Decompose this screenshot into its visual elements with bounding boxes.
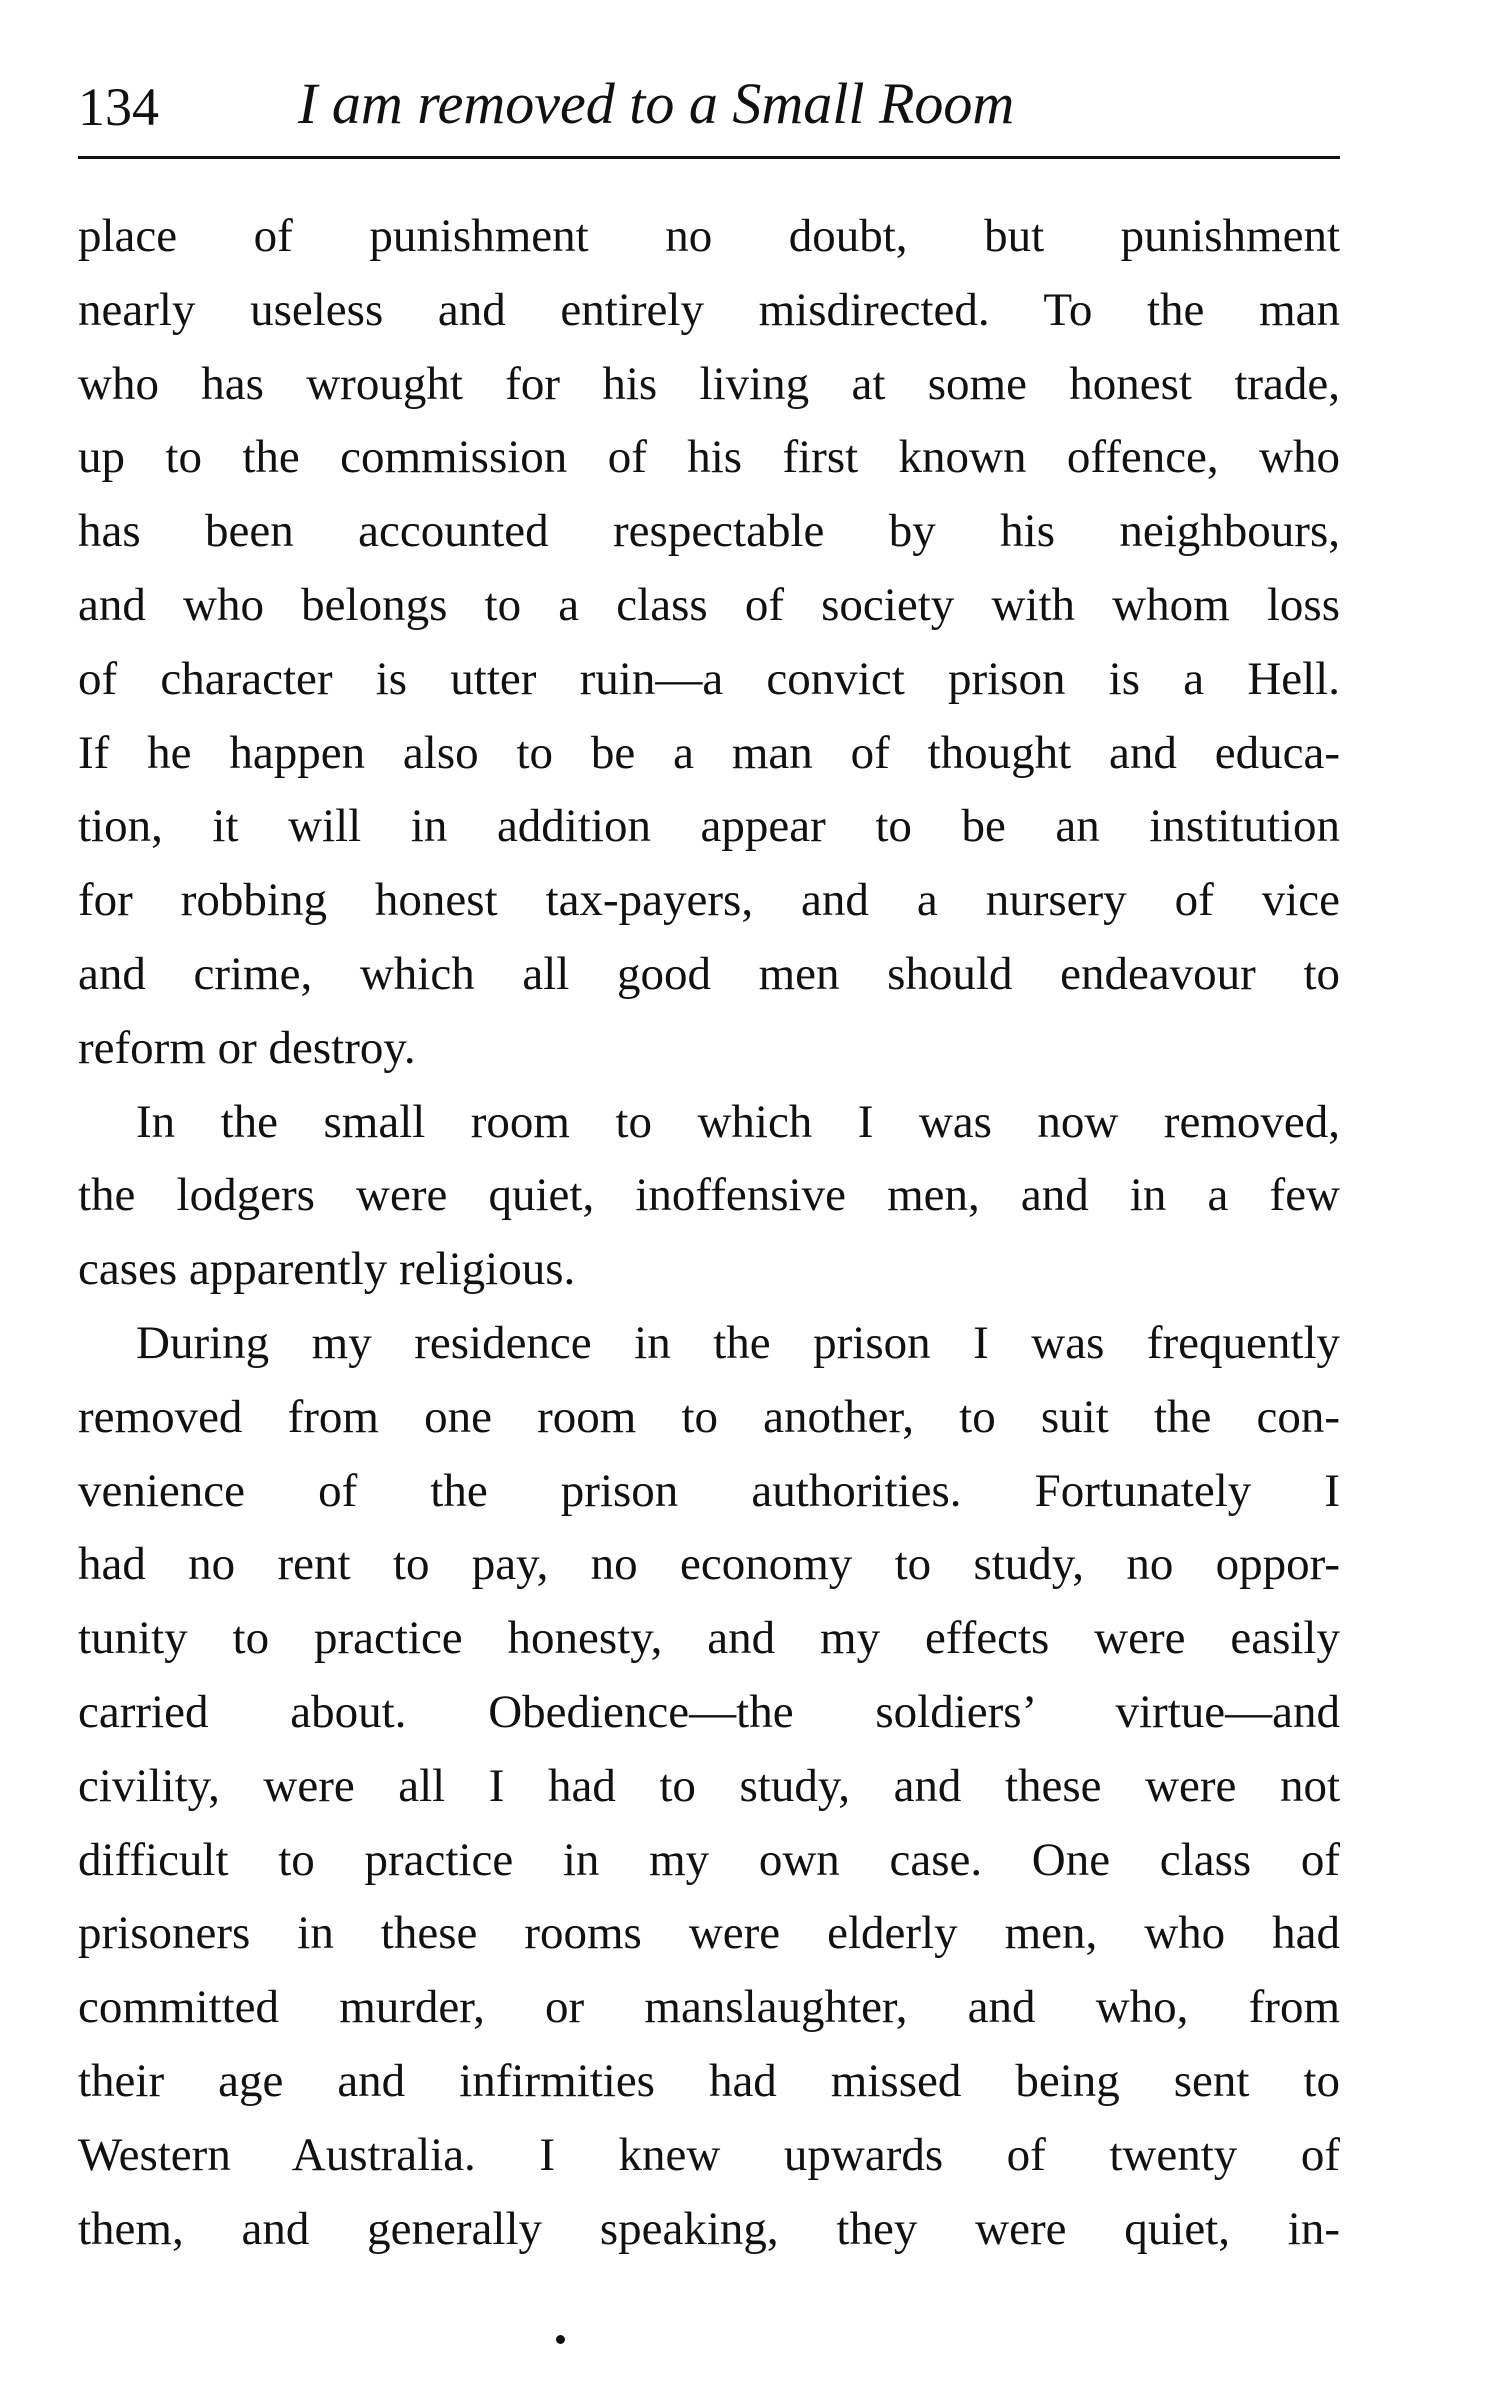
text-line: reform or destroy. <box>78 1021 416 1074</box>
text-line: who has wrought for his living at some honest trade, <box>78 357 1340 410</box>
text-line: In the small room to which I was now removed, <box>136 1095 1340 1148</box>
text-line: their age and infirmities had missed being sent to <box>78 2054 1340 2107</box>
page-number: 134 <box>78 77 159 137</box>
text-line: tion, it will in addition appear to be an institution <box>78 800 1340 853</box>
text-line: and crime, which all good men should endeavour to <box>78 947 1340 1000</box>
header-rule <box>78 156 1340 159</box>
paragraph-1 <box>78 200 1340 1086</box>
text-line: place of punishment no doubt, but punishment <box>78 210 1340 262</box>
body-text <box>78 200 1340 2266</box>
text-line: civility, were all I had to study, and these were not <box>78 1759 1340 1812</box>
text-line: had no rent to pay, no economy to study, no oppor- <box>78 1538 1340 1591</box>
text-line: During my residence in the prison I was frequently <box>136 1316 1340 1369</box>
paragraph-2 <box>78 1086 1340 1307</box>
text-line: and who belongs to a class of society with whom loss <box>78 578 1340 631</box>
text-line: the lodgers were quiet, inoffensive men, and in a few <box>78 1169 1340 1222</box>
text-line: cases apparently religious. <box>78 1243 576 1296</box>
text-line: If he happen also to be a man of thought and educa- <box>78 726 1340 779</box>
text-line: them, and generally speaking, they were quiet, in- <box>78 2202 1340 2255</box>
text-line: committed murder, or manslaughter, and who, from <box>78 1981 1340 2034</box>
text-line: difficult to practice in my own case. One class of <box>78 1833 1340 1886</box>
text-line: has been accounted respectable by his neighbours, <box>78 505 1340 558</box>
text-line: up to the commission of his first known offence, who <box>78 431 1340 484</box>
paragraph-3 <box>78 1307 1340 2266</box>
text-line: tunity to practice honesty, and my effects were easily <box>78 1612 1340 1665</box>
running-title: I am removed to a Small Room <box>298 71 1015 136</box>
text-line: removed from one room to another, to suit the con- <box>78 1390 1340 1443</box>
text-line: nearly useless and entirely misdirected. To the man <box>78 283 1340 336</box>
text-line: venience of the prison authorities. Fortunately I <box>78 1464 1340 1517</box>
text-line: for robbing honest tax-payers, and a nursery of vice <box>78 874 1340 927</box>
printer-mark-dot <box>556 2335 565 2344</box>
text-line: prisoners in these rooms were elderly men, who had <box>78 1907 1340 1960</box>
text-line: Western Australia. I knew upwards of twenty of <box>78 2128 1340 2181</box>
page-header <box>78 70 1338 160</box>
text-line: carried about. Obedience—the soldiers’ virtue—and <box>78 1685 1340 1738</box>
text-line: of character is utter ruin—a convict prison is a Hell. <box>78 652 1340 705</box>
